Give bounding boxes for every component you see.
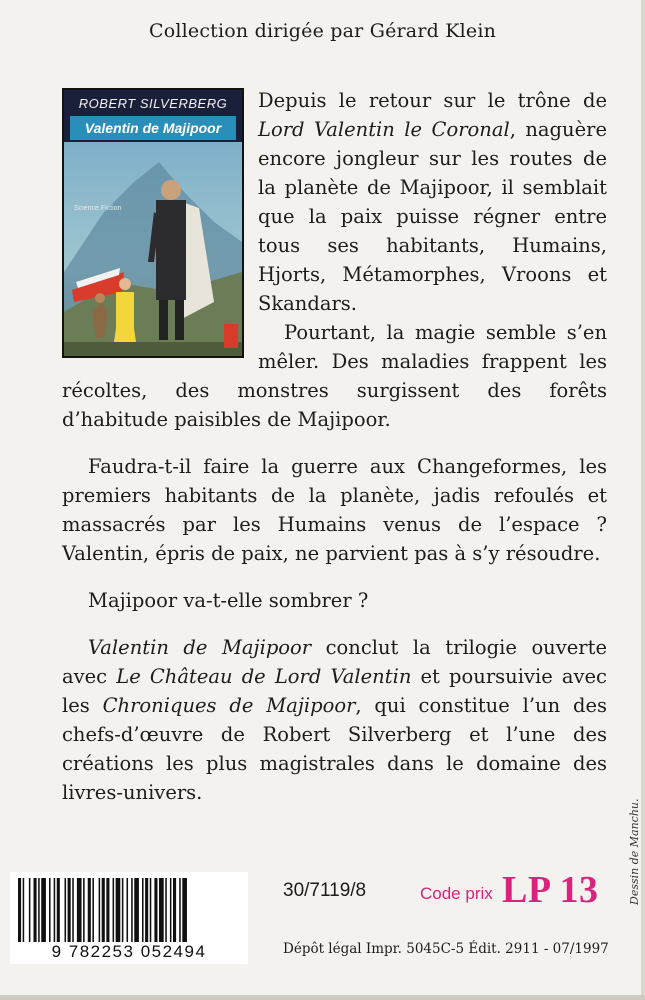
blurb (62, 86, 607, 807)
page-edge (641, 0, 645, 1000)
blurb-text: , qui constitue l’un des chefs-d’œuvre de Robert Silverberg et l’une des créations les plus magistrales dans le domaine des livres-univers. (62, 694, 607, 804)
price-label: Code prix (420, 884, 493, 903)
collection-heading: Collection dirigée par Gérard Klein (148, 20, 497, 42)
blurb-text: conclut la trilogie ouverte avec (62, 636, 607, 688)
blurb-italic: Valentin de Majipoor (88, 636, 312, 659)
page-edge-bottom (0, 995, 645, 1000)
blurb-italic: Chroniques de Majipoor (102, 694, 356, 717)
cover-title-band: Valentin de Majipoor (70, 116, 236, 140)
blurb-italic: Le Château de Lord Valentin (116, 665, 412, 688)
blurb-italic: Lord Valentin le Coronal (258, 118, 510, 141)
blurb-paragraph: Majipoor va-t-elle sombrer ? (88, 589, 369, 612)
blurb-text: , naguère encore jongleur sur les routes de la planète de Majipoor, il semblait que la paix puisse régner entre tous ses habitants, Humains, Hjorts, Métamorphes, Vroons et Skandars. (258, 118, 607, 315)
blurb-paragraph (62, 633, 607, 807)
barcode (10, 872, 248, 964)
barcode-number: 9 782253 052494 (51, 942, 207, 961)
blurb-paragraph: Faudra-t-il faire la guerre aux Changeformes, les premiers habitants de la planète, jadis refoulés et massacrés par les Humains venus de l’espace ? Valentin, épris de paix, ne parvient pas à s’y résoudre. (62, 455, 607, 565)
credit-text: Dessin de Manchu. (628, 798, 641, 905)
catalog-reference: 30/7119/8 (283, 880, 367, 901)
cover-series-label: Science Fiction (74, 205, 122, 212)
blurb-text: Depuis le retour sur le trône de (258, 89, 607, 112)
price-code: LP 13 (502, 869, 599, 911)
cover-author: ROBERT SILVERBERG (78, 96, 228, 111)
legal-deposit: Dépôt légal Impr. 5045C-5 Édit. 2911 - 07/1997 (283, 941, 609, 957)
blurb-paragraph: Pourtant, la magie semble s’en mêler. Des maladies frappent les récoltes, des monstres surgissent des forêts d’habitude paisibles de Majipoor. (62, 321, 607, 431)
barcode-bars (18, 878, 244, 942)
cover-spacer (62, 86, 258, 366)
blurb-text: et poursuivie avec les (62, 665, 607, 717)
